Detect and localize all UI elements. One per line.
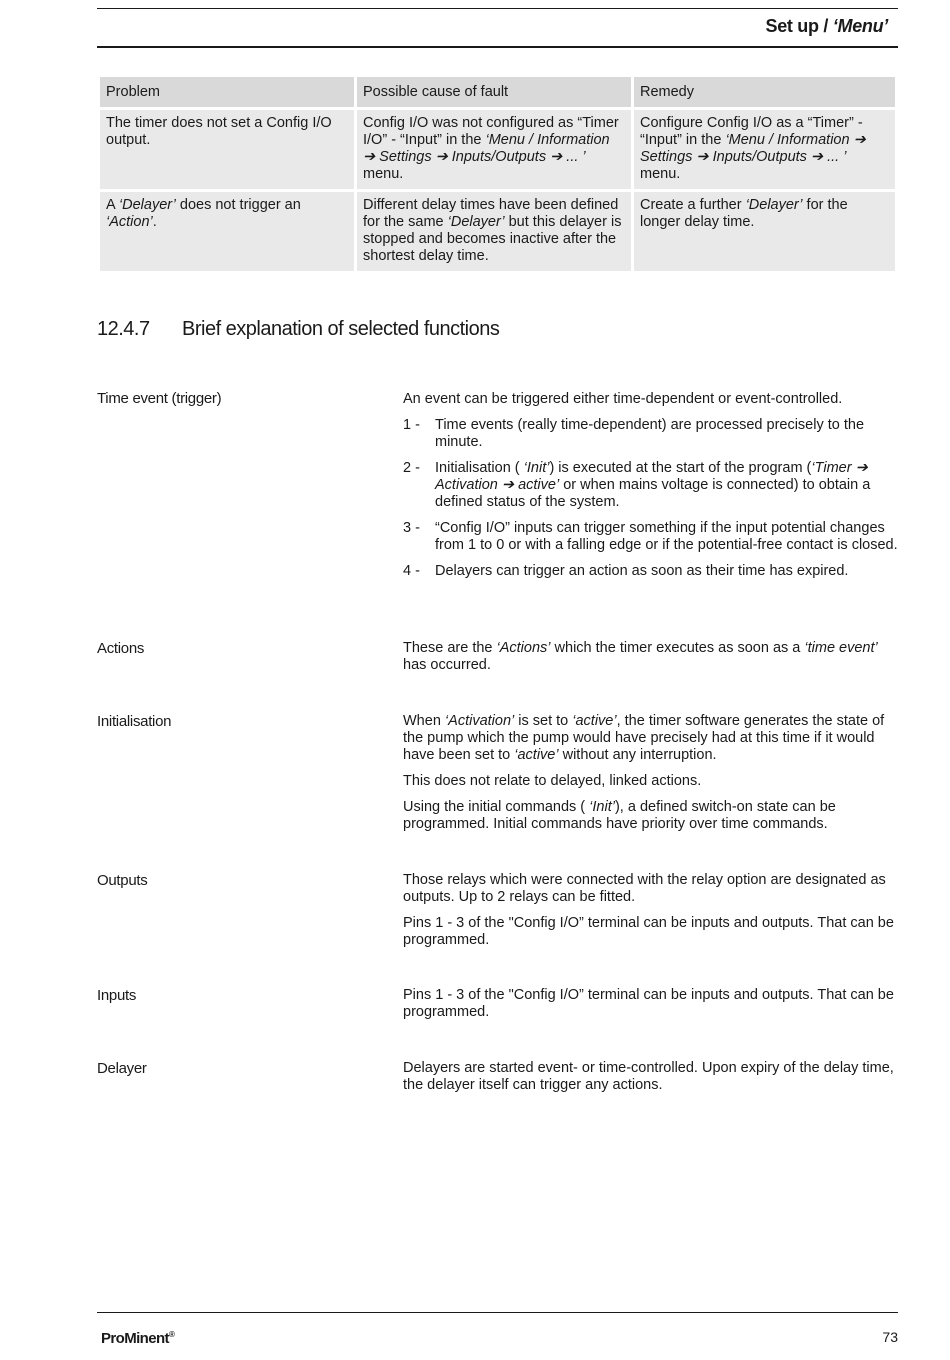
term-outputs: Outputs: [97, 872, 148, 889]
remedy-cell: Create a further ‘Delayer’ for the longer delay time.: [634, 192, 895, 271]
column-header-cause: Possible cause of fault: [357, 77, 631, 107]
time-event-intro: An event can be triggered either time-dependent or event-controlled.: [403, 391, 843, 407]
term-initialisation: Initialisation: [97, 713, 172, 730]
cause-cell: Config I/O was not configured as “Timer I/O” - “Input” in the ‘Menu / Information ➔ Settings ➔ Inputs/Outputs ➔ ... ’ menu.: [357, 110, 631, 189]
list-item: 2 - Initialisation ( ‘Init’) is executed at the start of the program (‘Timer ➔ Activation ➔ active’ or when mains voltage is connected) to obtain a defined status of the system.: [403, 460, 871, 510]
cause-cell: Different delay times have been defined for the same ‘Delayer’ but this delayer is stopped and becomes inactive after the shortest delay time.: [357, 192, 631, 271]
term-delayer: Delayer: [97, 1060, 147, 1077]
footer-rule: [97, 1312, 898, 1313]
problem-cell: The timer does not set a Config I/O output.: [100, 110, 354, 189]
definition-outputs: Those relays which were connected with the relay option are designated as outputs. Up to 2 relays can be fitted. Pins 1 - 3 of the "Config I/O” terminal can be inputs and outputs. That can be programmed.: [403, 872, 894, 948]
header-rule-top: [97, 8, 898, 9]
definition-time-event: [403, 391, 898, 589]
definition-actions: These are the ‘Actions’ which the timer executes as soon as a ‘time event’ has occurred.: [403, 640, 878, 673]
page-number: 73: [882, 1329, 898, 1345]
definition-initialisation: When ‘Activation’ is set to ‘active’, the timer software generates the state of the pump which the pump would have precisely had at this time if it would have been set to ‘active’ without any interruption. This does not relate to delayed, linked actions. Using the initial commands ( ‘Init’), a defined switch-on state can be programmed. Initial commands have priority over time commands.: [403, 713, 885, 832]
remedy-cell: Configure Config I/O as a “Timer” - “Input” in the ‘Menu / Information ➔ Settings ➔ Inputs/Outputs ➔ ... ’ menu.: [634, 110, 895, 189]
section-title: Brief explanation of selected functions: [182, 318, 500, 340]
troubleshooting-table: [97, 74, 898, 274]
table-header-row: [100, 77, 895, 107]
term-inputs: Inputs: [97, 987, 137, 1004]
problem-cell: A ‘Delayer’ does not trigger an ‘Action’.: [100, 192, 354, 271]
prominent-logo: ProMinent®: [101, 1330, 175, 1347]
section-heading: [97, 318, 499, 341]
definition-delayer: Delayers are started event- or time-controlled. Upon expiry of the delay time, the delayer itself can trigger any actions.: [403, 1060, 894, 1093]
term-actions: Actions: [97, 640, 145, 657]
section-number: 12.4.7: [97, 318, 150, 340]
table-row: [100, 192, 895, 271]
column-header-problem: Problem: [100, 77, 354, 107]
table-row: [100, 110, 895, 189]
time-event-list: [403, 417, 898, 580]
term-time-event: Time event (trigger): [97, 390, 222, 407]
list-item: 1 - Time events (really time-dependent) are processed precisely to the minute.: [403, 417, 865, 450]
list-item: 4 - Delayers can trigger an action as soon as their time has expired.: [403, 563, 849, 579]
running-header: Set up / ‘Menu’: [765, 16, 888, 36]
definition-inputs: Pins 1 - 3 of the "Config I/O” terminal can be inputs and outputs. That can be programmed.: [403, 987, 894, 1020]
list-item: 3 - “Config I/O” inputs can trigger something if the input potential changes from 1 to 0 or with a falling edge or if the potential-free contact is closed.: [403, 520, 898, 553]
header-rule-bottom: [97, 46, 898, 48]
column-header-remedy: Remedy: [634, 77, 895, 107]
